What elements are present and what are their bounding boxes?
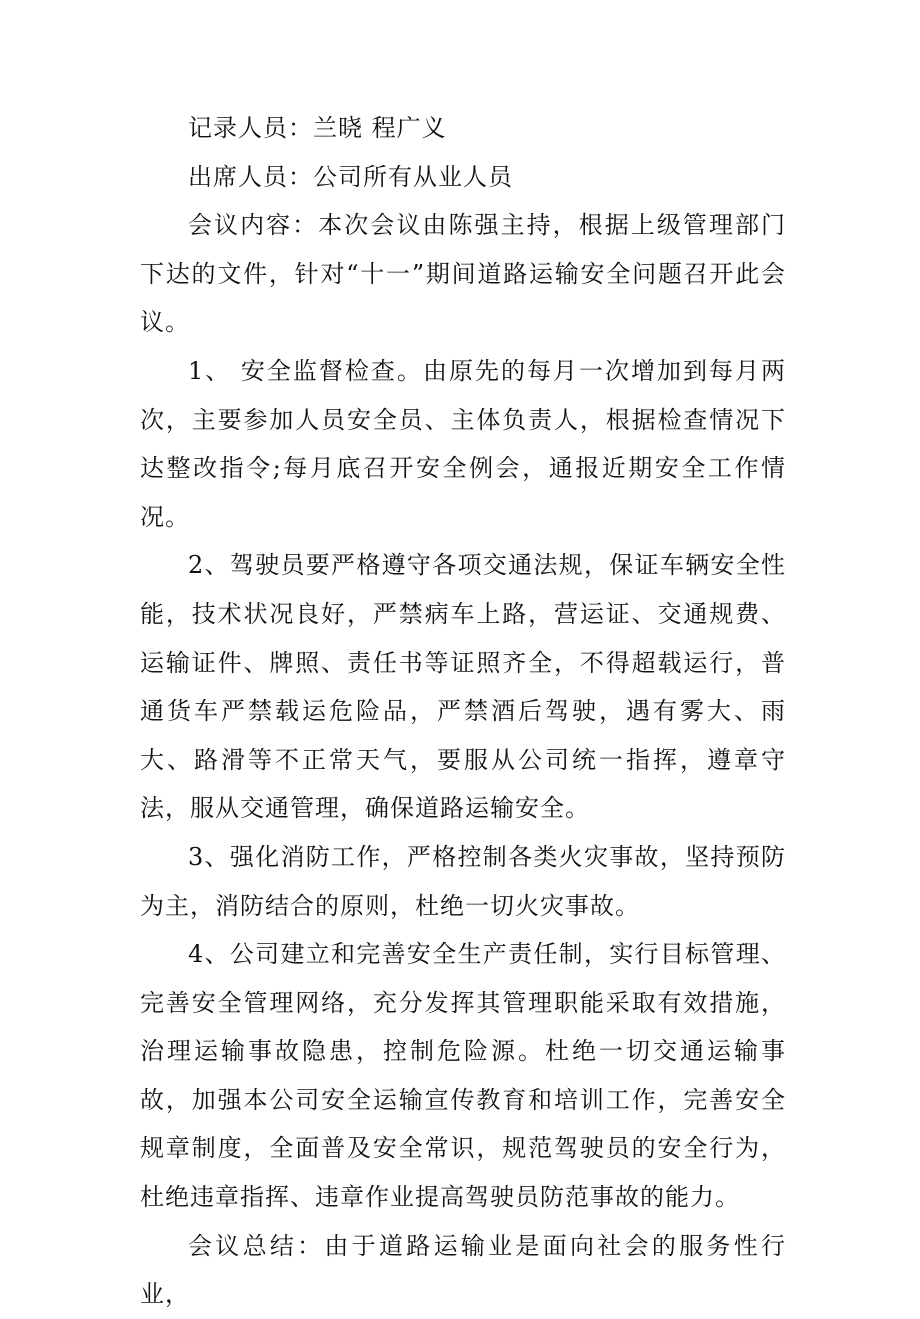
item-4-paragraph: 4、公司建立和完善安全生产责任制，实行目标管理、完善安全管理网络，充分发挥其管理职能采取有效措施，治理运输事故隐患，控制危险源。杜绝一切交通运输事故，加强本公司安全运输宣传教育和培训工作，完善安全规章制度，全面普及安全常识，规范驾驶员的安全行为，杜绝违章指挥、违章作业提高驾驶员防范事故的能力。 xyxy=(140,940,786,1212)
item-2-paragraph: 2、驾驶员要严格遵守各项交通法规，保证车辆安全性能，技术状况良好，严禁病车上路，营运证、交通规费、运输证件、牌照、责任书等证照齐全，不得超载运行，普通货车严禁载运危险品，严禁酒后驾驶，遇有雾大、雨大、路滑等不正常天气，要服从公司统一指挥，遵章守法，服从交通管理，确保道路运输安全。 xyxy=(140,551,786,823)
document-body xyxy=(140,104,786,1319)
attendees-line: 出席人员：公司所有从业人员 xyxy=(188,162,513,191)
meeting-content-paragraph: 会议内容：本次会议由陈强主持，根据上级管理部门下达的文件，针对“十一”期间道路运输安全问题召开此会议。 xyxy=(140,211,786,337)
item-1-paragraph: 1、 安全监督检查。由原先的每月一次增加到每月两次，主要参加人员安全员、主体负责人，根据检查情况下达整改指令;每月底召开安全例会，通报近期安全工作情况。 xyxy=(140,356,786,531)
meeting-summary-paragraph: 会议总结：由于道路运输业是面向社会的服务性行业， xyxy=(140,1231,786,1309)
item-3-paragraph: 3、强化消防工作，严格控制各类火灾事故，坚持预防为主，消防结合的原则，杜绝一切火灾事故。 xyxy=(140,842,786,920)
recorder-line: 记录人员：兰晓 程广义 xyxy=(188,114,447,142)
